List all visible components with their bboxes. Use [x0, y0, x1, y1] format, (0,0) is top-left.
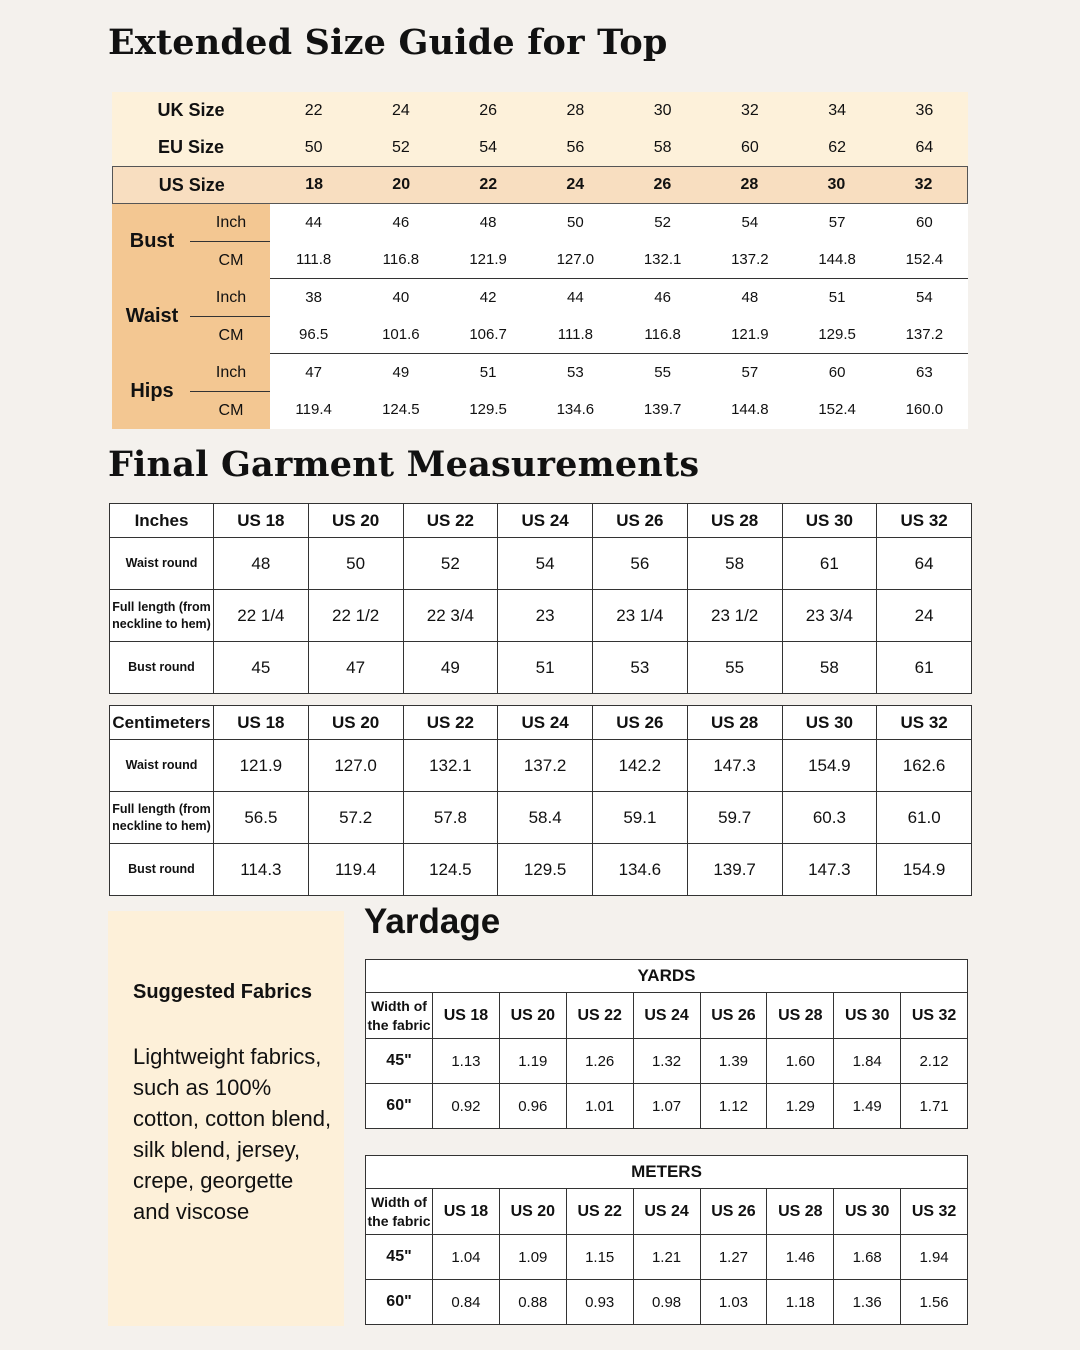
page-title: Extended Size Guide for Top	[108, 22, 668, 63]
table-cell: 60	[916, 214, 933, 231]
table-cell: 1.18	[767, 1280, 834, 1325]
table-cell: 129.5	[498, 844, 593, 896]
bust-cm-row	[270, 241, 968, 278]
table-cell: 0.96	[499, 1084, 566, 1129]
uk-size-value: 32	[740, 101, 759, 119]
eu-size-value: 56	[566, 138, 585, 156]
us-size-value: 26	[653, 176, 672, 193]
us-size-value: 32	[914, 176, 933, 193]
us-size-value: 22	[479, 176, 498, 193]
table-row	[366, 1235, 968, 1280]
table-cell: 124.5	[403, 844, 498, 896]
table-cell: 2.12	[901, 1039, 968, 1084]
table-cell: 47	[305, 364, 322, 381]
us-size-value: 18	[305, 176, 324, 193]
table-cell: 42	[479, 289, 497, 306]
table-cell: 111.8	[295, 251, 332, 268]
table-cell: 1.21	[633, 1235, 700, 1280]
eu-size-value: 52	[391, 138, 410, 156]
uk-size-value: 36	[915, 101, 934, 119]
table-cell: 154.9	[877, 844, 972, 896]
table-cell: 116.8	[644, 326, 681, 343]
fabrics-description: Lightweight fabrics, such as 100% cotton, cotton blend, silk blend, jersey, crepe, georgette and viscose	[133, 1044, 332, 1224]
table-cell: 63	[916, 364, 933, 381]
us-size-value: 30	[827, 176, 846, 193]
eu-size-value: 58	[653, 138, 672, 156]
table-cell: 1.56	[901, 1280, 968, 1325]
table-cell: 119.4	[295, 401, 332, 418]
table-cell: 51	[479, 364, 497, 381]
table-cell: 58	[687, 538, 782, 590]
table-cell: 1.15	[566, 1235, 633, 1280]
unit-inch-label: Inch	[215, 213, 247, 231]
table-cell: 44	[305, 214, 322, 231]
column-header: US 26	[700, 993, 767, 1039]
yardage-title: Yardage	[364, 902, 501, 941]
column-header: US 30	[782, 504, 877, 538]
table-cell: 154.9	[782, 740, 877, 792]
column-header: Inches	[110, 504, 214, 538]
table-cell: 132.1	[643, 251, 682, 268]
row-label: Full length (from neckline to hem)	[110, 590, 214, 642]
eu-size-label: EU Size	[157, 137, 225, 157]
table-cell: 53	[593, 642, 688, 694]
table-cell: 61.0	[877, 792, 972, 844]
table-cell: 127.0	[556, 251, 595, 268]
table-cell: 152.4	[818, 401, 856, 418]
table-cell: 0.92	[433, 1084, 500, 1129]
us-size-value: 28	[740, 176, 759, 193]
table-cell: 47	[308, 642, 403, 694]
column-header: US 24	[498, 504, 593, 538]
table-cell: 0.93	[566, 1280, 633, 1325]
table-cell: 57.2	[308, 792, 403, 844]
table-cell: 49	[403, 642, 498, 694]
eu-size-value: 50	[304, 138, 323, 156]
table-row	[366, 1280, 968, 1325]
table-row	[110, 538, 972, 590]
column-header: US 24	[633, 1189, 700, 1235]
table-cell: 57	[741, 364, 759, 381]
column-header: US 22	[566, 1189, 633, 1235]
table-cell: 59.7	[687, 792, 782, 844]
uk-size-value: 28	[566, 101, 585, 119]
eu-size-value: 60	[740, 138, 759, 156]
table-cell: 1.84	[834, 1039, 901, 1084]
column-header: Width of the fabric	[366, 993, 433, 1039]
table-cell: 53	[567, 364, 584, 381]
column-header: US 28	[687, 706, 782, 740]
table-cell: 23 3/4	[782, 590, 877, 642]
table-cell: 23 1/4	[593, 590, 688, 642]
table-cell: 48	[214, 538, 309, 590]
table-cell: 101.6	[382, 326, 420, 343]
column-header: US 28	[687, 504, 782, 538]
column-header: US 32	[901, 1189, 968, 1235]
table-cell: 56.5	[214, 792, 309, 844]
table-header-row	[366, 993, 968, 1039]
table-cell: 139.7	[687, 844, 782, 896]
table-cell: 147.3	[782, 844, 877, 896]
table-cell: 61	[782, 538, 877, 590]
table-cell: 1.39	[700, 1039, 767, 1084]
garment-cm-table	[109, 705, 972, 896]
table-cell: 1.68	[834, 1235, 901, 1280]
table-row	[366, 1039, 968, 1084]
table-cell: 55	[687, 642, 782, 694]
garment-title: Final Garment Measurements	[108, 444, 700, 485]
table-row	[110, 642, 972, 694]
column-header: US 32	[901, 993, 968, 1039]
table-cell: 144.8	[731, 401, 769, 418]
table-cell: 1.29	[767, 1084, 834, 1129]
table-row	[110, 792, 972, 844]
table-cell: 96.5	[299, 326, 329, 343]
table-cell: 48	[479, 214, 497, 231]
table-cell: 0.84	[433, 1280, 500, 1325]
us-size-row	[112, 166, 968, 204]
column-header: US 18	[214, 504, 309, 538]
column-header: US 20	[499, 1189, 566, 1235]
row-label: Bust round	[110, 642, 214, 694]
table-cell: 0.88	[499, 1280, 566, 1325]
uk-size-row	[112, 92, 968, 129]
column-header: US 20	[308, 706, 403, 740]
table-cell: 121.9	[731, 326, 769, 343]
table-cell: 51	[828, 289, 846, 306]
row-label: Bust round	[110, 844, 214, 896]
column-header: US 20	[499, 993, 566, 1039]
table-cell: 1.71	[901, 1084, 968, 1129]
waist-inch-row	[270, 279, 968, 316]
column-header: US 22	[566, 993, 633, 1039]
unit-inch-label: Inch	[215, 288, 247, 306]
waist-cm-row	[270, 316, 968, 353]
table-cell: 119.4	[308, 844, 403, 896]
row-label: 60"	[366, 1084, 433, 1129]
uk-size-value: 22	[304, 101, 323, 119]
table-cell: 50	[308, 538, 403, 590]
column-header: US 30	[782, 706, 877, 740]
table-cell: 54	[916, 289, 933, 306]
unit-inch-label: Inch	[215, 363, 247, 381]
table-cell: 1.04	[433, 1235, 500, 1280]
table-cell: 1.27	[700, 1235, 767, 1280]
unit-cm-label: CM	[218, 251, 244, 269]
table-cell: 52	[403, 538, 498, 590]
table-cell: 60	[828, 364, 846, 381]
table-cell: 46	[392, 214, 410, 231]
unit-cm-label: CM	[218, 401, 244, 419]
column-header: US 28	[767, 1189, 834, 1235]
column-header: US 24	[498, 706, 593, 740]
table-header-row	[366, 1189, 968, 1235]
table-caption: METERS	[366, 1156, 968, 1189]
hips-group	[112, 354, 968, 429]
table-cell: 50	[567, 214, 584, 231]
table-cell: 49	[392, 364, 410, 381]
bust-inch-row	[270, 204, 968, 241]
column-header: US 18	[433, 1189, 500, 1235]
table-row	[110, 844, 972, 896]
table-cell: 46	[654, 289, 671, 306]
table-cell: 129.5	[818, 326, 856, 343]
table-cell: 1.09	[499, 1235, 566, 1280]
table-cell: 106.7	[469, 326, 507, 343]
uk-size-label: UK Size	[157, 100, 225, 120]
table-cell: 129.5	[469, 401, 507, 418]
us-size-value: 20	[392, 176, 411, 193]
eu-size-value: 62	[828, 138, 847, 156]
table-cell: 142.2	[593, 740, 688, 792]
table-cell: 44	[567, 289, 584, 306]
table-cell: 58.4	[498, 792, 593, 844]
column-header: US 30	[834, 1189, 901, 1235]
row-label: Waist round	[110, 740, 214, 792]
table-cell: 137.2	[731, 251, 769, 268]
table-cell: 24	[877, 590, 972, 642]
table-cell: 60.3	[782, 792, 877, 844]
table-cell: 52	[654, 214, 671, 231]
table-cell: 54	[498, 538, 593, 590]
table-cell: 1.46	[767, 1235, 834, 1280]
table-cell: 134.6	[556, 401, 595, 418]
meters-table	[365, 1155, 968, 1325]
column-header: US 18	[214, 706, 309, 740]
table-cell: 124.5	[382, 401, 420, 418]
column-header: US 30	[834, 993, 901, 1039]
column-header: US 18	[433, 993, 500, 1039]
table-cell: 54	[741, 214, 759, 231]
table-cell: 45	[214, 642, 309, 694]
table-cell: 1.32	[633, 1039, 700, 1084]
table-cell: 22 1/2	[308, 590, 403, 642]
table-cell: 22 3/4	[403, 590, 498, 642]
table-cell: 147.3	[687, 740, 782, 792]
row-label: Full length (from neckline to hem)	[110, 792, 214, 844]
table-cell: 23	[498, 590, 593, 642]
table-cell: 121.9	[469, 251, 507, 268]
garment-inches-table	[109, 503, 972, 694]
uk-size-value: 24	[391, 101, 410, 119]
table-cell: 114.3	[214, 844, 309, 896]
bust-label: Bust	[129, 230, 175, 252]
table-cell: 162.6	[877, 740, 972, 792]
table-cell: 111.8	[557, 326, 594, 343]
column-header: US 22	[403, 706, 498, 740]
table-cell: 55	[654, 364, 671, 381]
table-cell: 48	[741, 289, 759, 306]
eu-size-row	[112, 129, 968, 166]
table-cell: 1.13	[433, 1039, 500, 1084]
table-cell: 23 1/2	[687, 590, 782, 642]
table-cell: 121.9	[214, 740, 309, 792]
table-cell: 132.1	[403, 740, 498, 792]
table-cell: 127.0	[308, 740, 403, 792]
unit-cm-label: CM	[218, 326, 244, 344]
table-row	[110, 590, 972, 642]
row-label: 45"	[366, 1039, 433, 1084]
table-cell: 38	[305, 289, 322, 306]
table-cell: 58	[782, 642, 877, 694]
table-row	[110, 740, 972, 792]
column-header: Centimeters	[110, 706, 214, 740]
row-label: 45"	[366, 1235, 433, 1280]
column-header: US 20	[308, 504, 403, 538]
table-cell: 22 1/4	[214, 590, 309, 642]
size-guide-table	[112, 92, 968, 429]
table-cell: 61	[877, 642, 972, 694]
us-size-value: 24	[566, 176, 585, 193]
waist-label: Waist	[125, 305, 179, 327]
uk-size-value: 26	[479, 101, 498, 119]
table-cell: 57	[828, 214, 846, 231]
column-header: US 32	[877, 706, 972, 740]
table-cell: 139.7	[643, 401, 682, 418]
column-header: US 32	[877, 504, 972, 538]
table-cell: 160.0	[905, 401, 944, 418]
table-cell: 116.8	[382, 251, 420, 268]
column-header: US 28	[767, 993, 834, 1039]
table-caption: YARDS	[366, 960, 968, 993]
table-header-row	[110, 706, 972, 740]
hips-label: Hips	[130, 380, 174, 402]
hips-inch-row	[270, 354, 968, 391]
column-header: US 26	[593, 706, 688, 740]
eu-size-value: 64	[915, 138, 934, 156]
table-cell: 1.94	[901, 1235, 968, 1280]
row-label: 60"	[366, 1280, 433, 1325]
table-row	[366, 1084, 968, 1129]
column-header: US 26	[700, 1189, 767, 1235]
column-header: Width of the fabric	[366, 1189, 433, 1235]
table-cell: 1.26	[566, 1039, 633, 1084]
table-cell: 40	[392, 289, 410, 306]
suggested-fabrics-box	[108, 911, 344, 1326]
row-label: Waist round	[110, 538, 214, 590]
table-cell: 1.36	[834, 1280, 901, 1325]
table-cell: 152.4	[905, 251, 944, 268]
bust-group	[112, 204, 968, 279]
waist-group	[112, 279, 968, 354]
table-cell: 137.2	[905, 326, 944, 343]
uk-size-value: 34	[828, 101, 847, 119]
us-size-label: US Size	[158, 174, 225, 195]
column-header: US 22	[403, 504, 498, 538]
column-header: US 24	[633, 993, 700, 1039]
table-cell: 1.03	[700, 1280, 767, 1325]
yards-table	[365, 959, 968, 1129]
table-cell: 1.19	[499, 1039, 566, 1084]
uk-size-value: 30	[653, 101, 672, 119]
table-cell: 0.98	[633, 1280, 700, 1325]
table-cell: 134.6	[593, 844, 688, 896]
table-cell: 56	[593, 538, 688, 590]
table-cell: 137.2	[498, 740, 593, 792]
table-header-row	[110, 504, 972, 538]
table-cell: 57.8	[403, 792, 498, 844]
hips-cm-row	[270, 391, 968, 428]
fabrics-title: Suggested Fabrics	[133, 981, 312, 1003]
table-cell: 144.8	[818, 251, 856, 268]
column-header: US 26	[593, 504, 688, 538]
table-cell: 1.07	[633, 1084, 700, 1129]
table-cell: 59.1	[593, 792, 688, 844]
table-cell: 1.01	[566, 1084, 633, 1129]
table-cell: 51	[498, 642, 593, 694]
table-cell: 1.49	[834, 1084, 901, 1129]
table-cell: 64	[877, 538, 972, 590]
eu-size-value: 54	[479, 138, 498, 156]
table-cell: 1.12	[700, 1084, 767, 1129]
table-cell: 1.60	[767, 1039, 834, 1084]
